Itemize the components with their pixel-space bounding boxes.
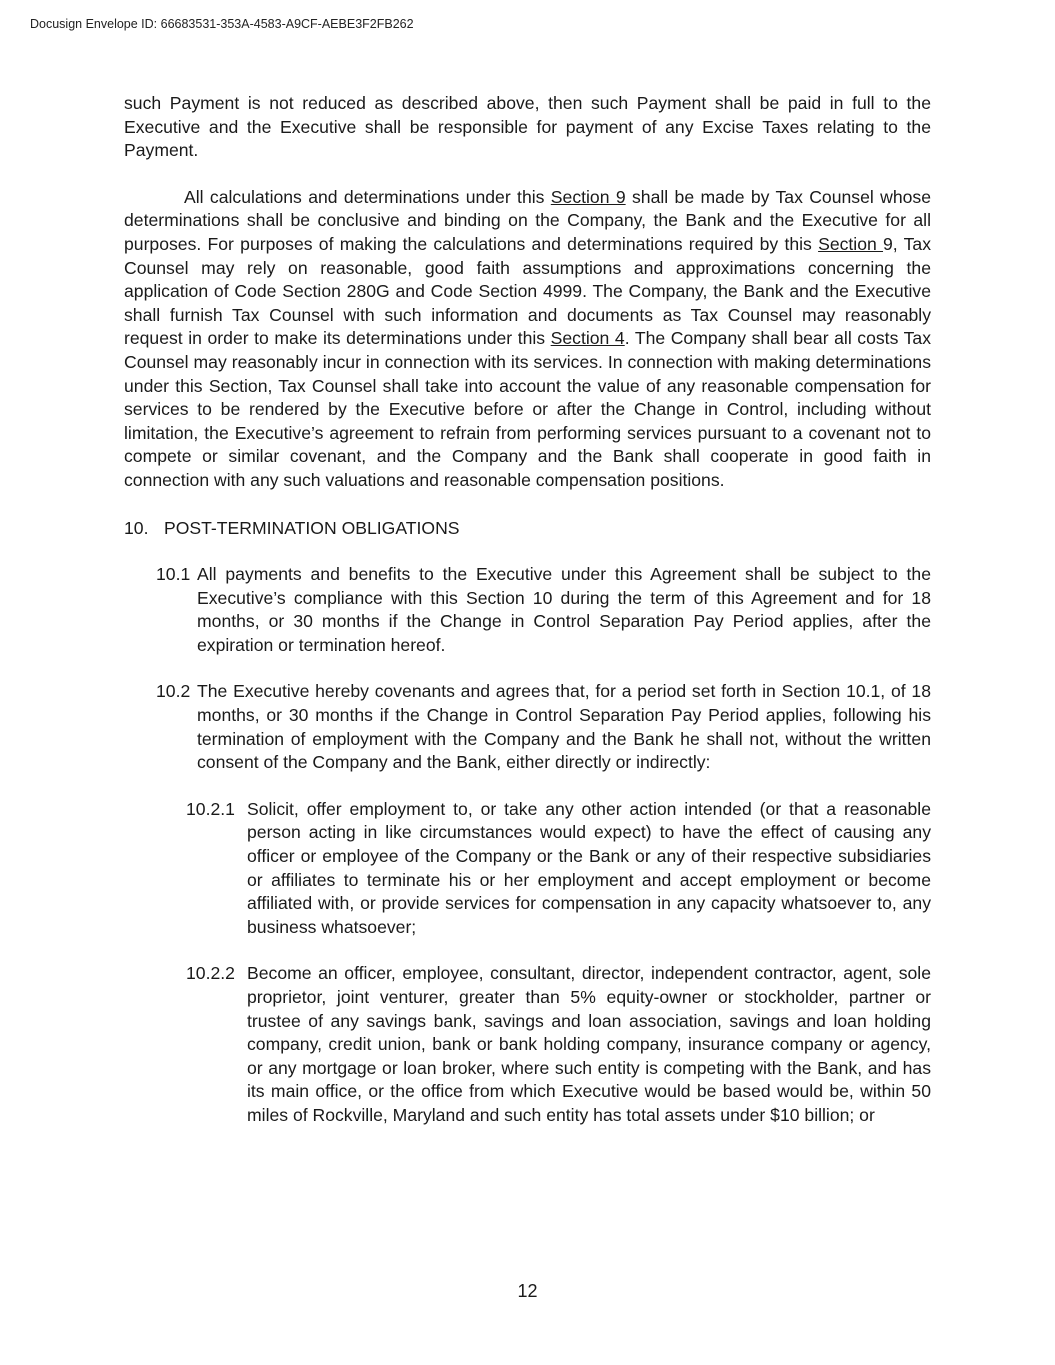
section-reference: Section	[818, 233, 884, 254]
clause-text: The Executive hereby covenants and agrees that, for a period set forth in Section 10.1, of 18 months, or 30 months if the Change in Control Separation Pay Period applies, following his termination of employment with the Company and the Bank he shall not, without the written consent of the Company and the Bank, either directly or indirectly:	[197, 681, 931, 773]
para-text: shall be made by Tax Counsel whose determinations shall be conclusive and binding on the Company, the Bank and the Executive for all purposes. For purposes of making the calculations and determinations required by this	[124, 186, 931, 254]
paragraph-payment: such Payment is not reduced as described above, then such Payment shall be paid in full to the Executive and the Executive shall be responsible for payment of any Excise Taxes relating to the Payment.	[124, 93, 931, 161]
section-4-reference: Section 4	[550, 328, 625, 349]
clause-10-2-1	[186, 798, 931, 940]
section-10-heading	[124, 517, 931, 541]
clause-number: 10.2	[156, 681, 191, 702]
paragraph-calculations	[124, 186, 931, 493]
envelope-id: Docusign Envelope ID: 66683531-353A-4583-A9CF-AEBE3F2FB262	[30, 17, 414, 31]
clause-number: 10.2.2	[186, 963, 235, 984]
clause-text: All payments and benefits to the Executive under this Agreement shall be subject to the Executive’s compliance with this Section 10 during the term of this Agreement and for 18 months, or 30 months if the Change in Control Separation Pay Period applies, after the expiration or termination hereof.	[197, 564, 931, 655]
clause-10-2	[156, 680, 931, 774]
clause-10-1	[156, 563, 931, 657]
clause-text: Solicit, offer employment to, or take any other action intended (or that a reasonable person acting in like circumstances would expect) to have the effect of causing any officer or employee of the Company or the Bank or any of their respective subsidiaries or affiliates to terminate his or her employment and accept employment or become affiliated with, or provide services for compensation in any capacity whatsoever to, any business whatsoever;	[247, 798, 931, 937]
document-body	[124, 92, 931, 1128]
para-text: All calculations and determinations under this	[184, 186, 551, 207]
clause-text: Become an officer, employee, consultant, director, independent contractor, agent, sole proprietor, joint venturer, greater than 5% equity-owner or stockholder, partner or trustee of any savings bank, savings and loan association, savings and loan holding company, credit union, bank or bank holding company, insurance company or agency, or any mortgage or loan broker, where such entity is competing with the Bank, and has its main office, or the office from which Executive would be based would be, within 50 miles of Rockville, Maryland and such entity has total assets under $10 billion; or	[247, 963, 931, 1125]
section-number: 10.	[124, 517, 149, 538]
clause-10-2-2	[186, 962, 931, 1127]
para-text: . The Company shall bear all costs Tax Counsel may reasonably incur in connection with its services. In connection with making determinations under this Section, Tax Counsel shall take into account the value of any reasonable compensation for services to be rendered by the Executive before or after the Change in Control, including without limitation, the Executive’s agreement to refrain from performing services pursuant to a covenant not to compete or similar covenant, and the Company and the Bank shall cooperate in good faith in connection with any such valuations and reasonable compensation positions.	[124, 328, 932, 490]
section-title: POST-TERMINATION OBLIGATIONS	[164, 517, 460, 538]
clause-number: 10.1	[156, 564, 191, 585]
clause-number: 10.2.1	[186, 798, 235, 819]
para-text: 9, Tax Counsel may rely on reasonable, good faith assumptions and approximations concerning the application of Code Section 280G and Code Section 4999. The Company, the Bank and the Executive shall furnish Tax Counsel with such information and documents as Tax Counsel may reasonably request in order to make its determinations under this	[124, 233, 931, 349]
page-number: 12	[517, 1281, 538, 1301]
section-9-reference: Section 9	[550, 186, 626, 207]
